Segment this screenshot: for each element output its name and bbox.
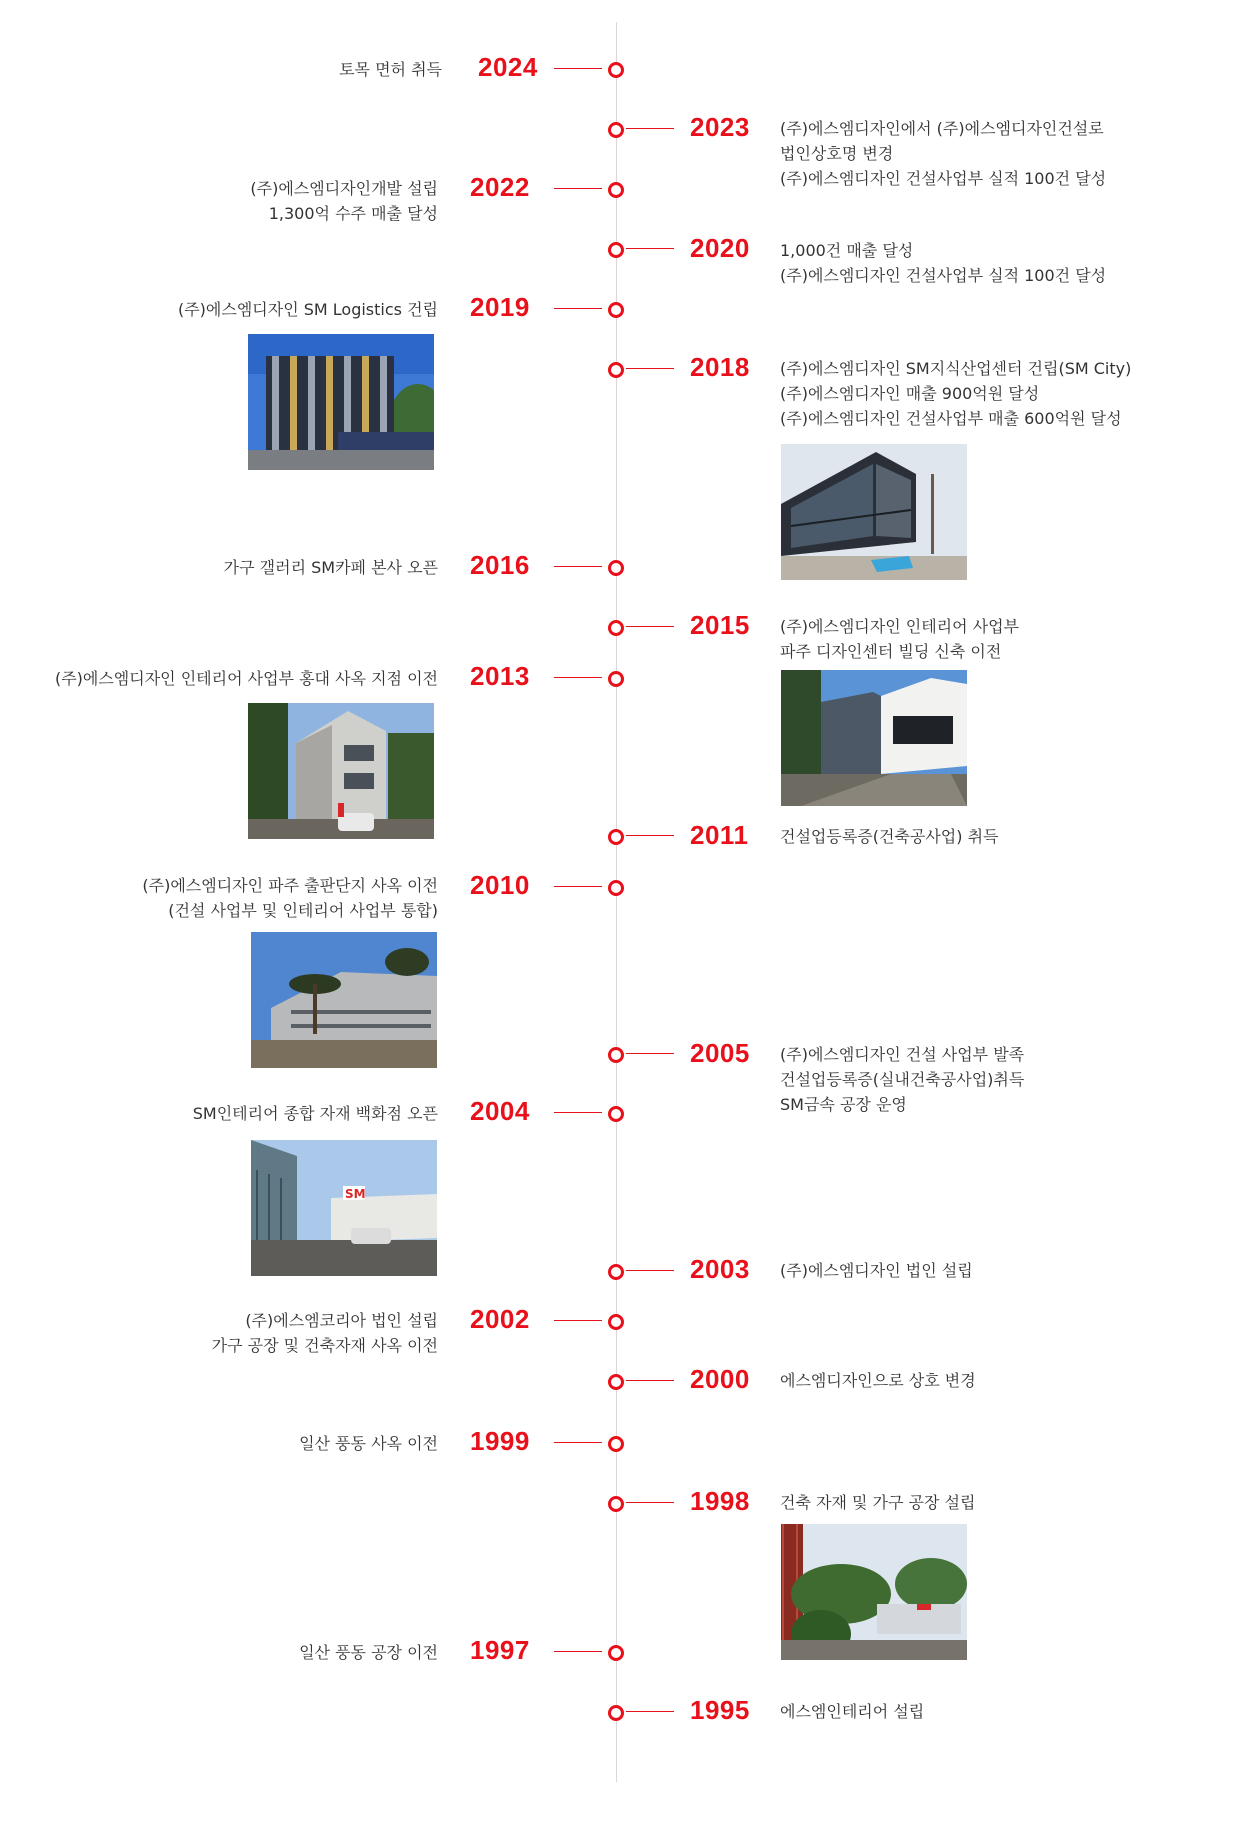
timeline-dot [608,829,624,845]
connector-line [554,1651,602,1652]
timeline-dot [608,1047,624,1063]
connector-line [626,1270,674,1271]
entry-year: 2013 [470,661,530,691]
timeline-dot [608,1314,624,1330]
entry-line: (주)에스엠디자인에서 (주)에스엠디자인건설로 [780,119,1104,138]
connector-line [554,886,602,887]
connector-line [554,308,602,309]
entry-line: (건설 사업부 및 인테리어 사업부 통합) [168,901,438,920]
entry-description [55,666,438,691]
entry-year: 2016 [470,550,530,580]
timeline-dot [608,1705,624,1721]
timeline-dot [608,122,624,138]
entry-line: 파주 디자인센터 빌딩 신축 이전 [780,642,1002,661]
entry-line: 가구 갤러리 SM카페 본사 오픈 [223,558,438,577]
photo-2015-paju-design-center [781,670,967,806]
entry-line: (주)에스엠디자인 파주 출판단지 사옥 이전 [142,876,438,895]
timeline-dot [608,1106,624,1122]
timeline-dot [608,880,624,896]
entry-description [780,1699,924,1724]
entry-line: 일산 풍동 사옥 이전 [299,1434,438,1453]
entry-description [780,1042,1024,1117]
entry-year: 2003 [690,1254,750,1284]
connector-line [626,1053,674,1054]
entry-line: SM금속 공장 운영 [780,1095,907,1114]
photo-2010-paju-office [251,932,437,1068]
entry-description [212,1308,438,1358]
entry-line: 건축 자재 및 가구 공장 설립 [780,1493,976,1512]
entry-description [339,57,442,82]
entry-description [142,873,438,923]
entry-line: 건설업등록증(실내건축공사업)취득 [780,1070,1025,1089]
photo-2018-sm-city [781,444,967,580]
photo-2013-hongdae-office [248,703,434,839]
connector-line [626,1380,674,1381]
entry-year: 2018 [690,352,750,382]
entry-year: 2002 [470,1304,530,1334]
timeline-dot [608,182,624,198]
entry-description [299,1640,438,1665]
timeline-dot [608,1374,624,1390]
entry-year: 2020 [690,233,750,263]
connector-line [554,68,602,69]
timeline-axis [616,22,617,1782]
entry-line: 1,000건 매출 달성 [780,241,914,260]
entry-line: 토목 면허 취득 [339,60,442,79]
entry-description [780,1368,976,1393]
connector-line [626,835,674,836]
entry-description [780,238,1106,288]
entry-year: 2010 [470,870,530,900]
entry-description [780,614,1019,664]
entry-line: (주)에스엠디자인 SM Logistics 건립 [177,300,438,319]
connector-line [626,368,674,369]
entry-description [224,555,438,580]
entry-line: 가구 공장 및 건축자재 사옥 이전 [211,1336,438,1355]
sm-sign-logo: SM [345,1187,366,1201]
entry-year: 2019 [470,292,530,322]
entry-year: 2004 [470,1096,530,1126]
timeline-dot [608,242,624,258]
entry-description [178,297,438,322]
entry-description [193,1101,438,1126]
connector-line [626,1711,674,1712]
entry-line: 1,300억 수주 매출 달성 [268,204,438,223]
timeline-dot [608,620,624,636]
timeline-dot [608,671,624,687]
timeline-dot [608,362,624,378]
photo-2019-sm-logistics [248,334,434,470]
entry-year: 2000 [690,1364,750,1394]
entry-year: 1998 [690,1486,750,1516]
entry-description [780,116,1106,191]
timeline-dot [608,62,624,78]
entry-year: 1999 [470,1426,530,1456]
entry-description [780,824,999,849]
entry-year: 2011 [690,820,749,850]
entry-description [780,1258,973,1283]
timeline-dot [608,1645,624,1661]
entry-year: 2022 [470,172,530,202]
entry-line: 에스엠디자인으로 상호 변경 [780,1371,976,1390]
entry-description [780,1490,975,1515]
photo-1998-factory [781,1524,967,1660]
entry-line: (주)에스엠디자인 건설 사업부 발족 [780,1045,1025,1064]
timeline-dot [608,1496,624,1512]
entry-line: SM인테리어 종합 자재 백화점 오픈 [192,1104,438,1123]
timeline-dot [608,1436,624,1452]
timeline-dot [608,302,624,318]
entry-line: (주)에스엠디자인 매출 900억원 달성 [780,384,1040,403]
entry-line: (주)에스엠디자인 인테리어 사업부 홍대 사옥 지점 이전 [54,669,438,688]
entry-line: 에스엠인테리어 설립 [780,1702,925,1721]
entry-year: 2015 [690,610,750,640]
connector-line [554,188,602,189]
entry-line: (주)에스엠디자인 법인 설립 [780,1261,973,1280]
connector-line [626,248,674,249]
entry-year: 2024 [478,52,538,82]
entry-line: (주)에스엠디자인 인테리어 사업부 [780,617,1020,636]
entry-line: 법인상호명 변경 [780,144,894,163]
connector-line [554,677,602,678]
entry-line: (주)에스엠디자인 건설사업부 실적 100건 달성 [780,169,1107,188]
entry-year: 2005 [690,1038,750,1068]
entry-line: (주)에스엠디자인 SM지식산업센터 건립(SM City) [780,359,1132,378]
connector-line [554,1112,602,1113]
connector-line [554,566,602,567]
connector-line [554,1320,602,1321]
entry-line: (주)에스엠디자인 건설사업부 매출 600억원 달성 [780,409,1122,428]
entry-line: (주)에스엠디자인 건설사업부 실적 100건 달성 [780,266,1107,285]
entry-year: 1995 [690,1695,750,1725]
entry-description [780,356,1131,431]
entry-year: 2023 [690,112,750,142]
connector-line [554,1442,602,1443]
entry-description [299,1431,438,1456]
entry-line: 건설업등록증(건축공사업) 취득 [780,827,999,846]
timeline-dot [608,1264,624,1280]
timeline-dot [608,560,624,576]
connector-line [626,128,674,129]
entry-year: 1997 [470,1635,530,1665]
connector-line [626,626,674,627]
entry-line: 일산 풍동 공장 이전 [299,1643,438,1662]
photo-2004-sm-store [251,1140,437,1276]
entry-description [250,176,438,226]
entry-line: (주)에스엠디자인개발 설립 [250,179,438,198]
connector-line [626,1502,674,1503]
entry-line: (주)에스엠코리아 법인 설립 [245,1311,438,1330]
